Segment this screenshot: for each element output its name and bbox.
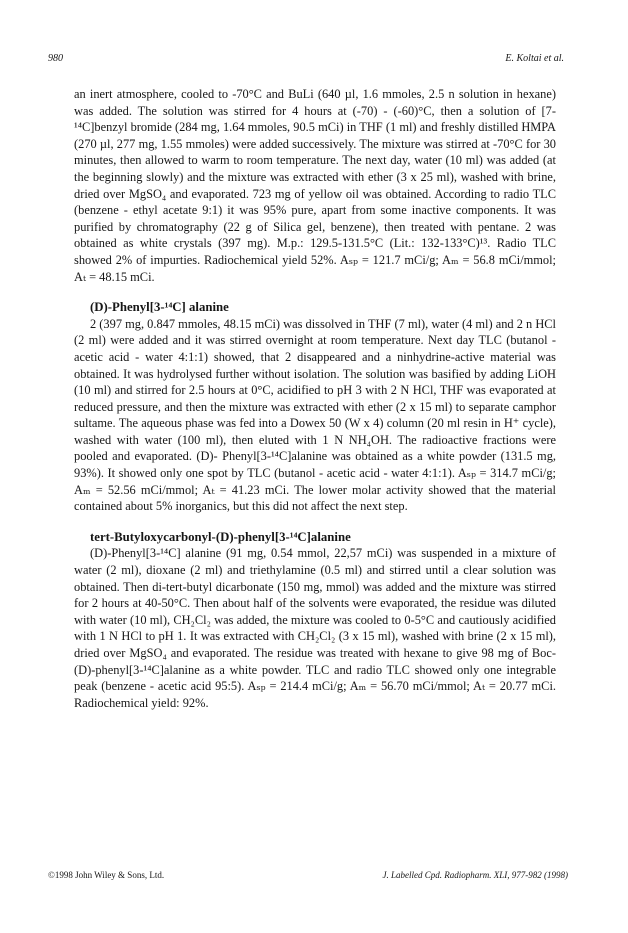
section-paragraph-boc-phenylalanine: (D)-Phenyl[3-¹⁴C] alanine (91 mg, 0.54 mmol, 22,57 mCi) was suspended in a mixture of water (2 ml), dioxane (2 ml) and triethylamine (0.5 ml) and stirred until a clear solution was obtained. Then di-tert-butyl dicarbonate (150 mg, mmol) was added and the mixture was stirred for 2 hours at 40-50°C. Then about half of the solvents were evaporated, the residue was diluted with water (10 ml), CH₂Cl₂ was added, the mixture was cooled to 0-5°C and cautiously acidified with 1 N HCl to pH 1. It was extracted with CH₂Cl₂ (3 x 15 ml), washed with brine (2 x 15 ml), dried over MgSO₄ and evaporated. The residue was treated with hexane to give 98 mg of Boc-(D)-phenyl[3-¹⁴C]alanine as a white powder. TLC and radio TLC showed only one integrable peak (benzene - acetic acid 95:5). Aₛₚ = 214.4 mCi/g; Aₘ = 56.70 mCi/mmol; Aₜ = 20.77 mCi. Radiochemical yield: 92%. bbox=[74, 546, 556, 710]
section-heading-phenylalanine: (D)-Phenyl[3-¹⁴C] alanine bbox=[90, 300, 229, 315]
running-header-authors: E. Koltai et al. bbox=[505, 53, 564, 64]
footer-copyright: ©1998 John Wiley & Sons, Ltd. bbox=[48, 870, 165, 880]
section-paragraph-phenylalanine: 2 (397 mg, 0.847 mmoles, 48.15 mCi) was dissolved in THF (7 ml), water (4 ml) and 2 n HCl (2 ml) were added and it was stirred overnight at room temperature. Next day TLC (butanol - acetic acid - water 4:1:1) showed, that 2 disappeared and a ninhydrine-active material was obtained. It was hydrolysed further without isolation. The solution was basified by adding LiOH (10 ml) and stirred for 2.5 hours at 0°C, acidified to pH 3 with 2 N HCl, THF was evaporated at reduced pressure, and then the mixture was extracted with ether (2 x 15 ml) to separate camphor sultame. The aqueous phase was fed into a Dowex 50 (W x 4) column (20 ml resin in H⁺ cycle), washed with water (100 ml), then eluted with 1 N NH₄OH. The radioactive fractions were pooled and evaporated. (D)- Phenyl[3-¹⁴C]alanine was obtained as a white powder (131.5 mg, 93%). It showed only one spot by TLC (butanol - acetic acid - water 4:1:1). Aₛₚ = 314.7 mCi/g; Aₘ = 52.56 mCi/mmol; Aₜ = 41.23 mCi. The lower molar activity showed that the material contained about 5% inorganics, but this did not affect the next step. bbox=[74, 316, 556, 514]
footer-journal-citation: J. Labelled Cpd. Radiopharm. XLI, 977-982 (1998) bbox=[382, 870, 568, 880]
intro-paragraph: an inert atmosphere, cooled to -70°C and BuLi (640 µl, 1.6 mmoles, 2.5 n solution in hexane) was added. The solution was stirred for 4 hours at (-70) - (-60)°C, then a solution of [7-¹⁴C]benzyl bromide (284 mg, 1.64 mmoles, 90.5 mCi) in THF (1 ml) and freshly distilled HMPA (270 µl, 277 mg, 1.55 mmoles) were added successively. The mixture was stirred at -70°C for 30 minutes, then allowed to warm to room temperature. The next day, water (10 ml) was added (at the beginning slowly) and the mixture was extracted with ether (3 x 25 ml), washed with brine, dried over MgSO₄ and evaporated. 723 mg of yellow oil was obtained. According to radio TLC (benzene - ethyl acetate 9:1) it was 95% pure, apart from some inactive components. It was purified by chromatography (22 g of Silica gel, benzene), then treated with pentane. 2 was obtained as white crystals (397 mg). M.p.: 129.5-131.5°C (Lit.: 132-133°C)¹³. Radio TLC showed 2% of impurties. Radiochemical yield 52%. Aₛₚ = 121.7 mCi/g; Aₘ = 56.8 mCi/mmol; Aₜ = 48.15 mCi. bbox=[74, 87, 556, 284]
page-number: 980 bbox=[48, 53, 63, 64]
section-heading-boc-phenylalanine: tert-Butyloxycarbonyl-(D)-phenyl[3-¹⁴C]alanine bbox=[90, 529, 351, 544]
article-body bbox=[74, 86, 556, 711]
